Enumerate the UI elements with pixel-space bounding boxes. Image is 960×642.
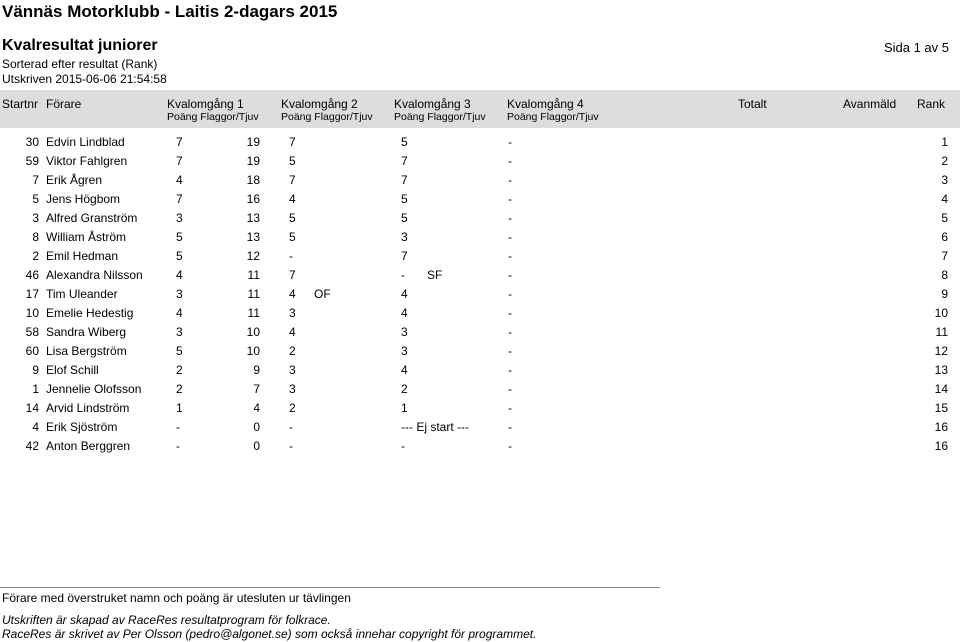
cell-total: 13 [246, 211, 260, 225]
table-row [0, 436, 960, 455]
cell-kval4-points: - [508, 439, 512, 453]
footer-credit-2: RaceRes är skrivet av Per Olsson (pedro@algonet.se) som också innehar copyright för programmet. [2, 627, 537, 641]
cell-rank: 14 [934, 382, 948, 396]
header-kval4-sub: Poäng Flaggor/Tjuv [507, 111, 599, 123]
cell-kval2-points: 5 [289, 154, 296, 168]
cell-total: 12 [246, 249, 260, 263]
printed-timestamp: Utskriven 2015-06-06 21:54:58 [2, 72, 167, 86]
cell-kval3-points: 3 [401, 230, 408, 244]
header-kval3: Kvalomgång 3 [394, 97, 471, 111]
cell-rank: 2 [941, 154, 948, 168]
cell-total: 10 [246, 325, 260, 339]
cell-startnr: 14 [25, 401, 39, 415]
cell-startnr: 7 [32, 173, 39, 187]
cell-kval1-points: 2 [176, 363, 183, 377]
cell-rank: 10 [934, 306, 948, 320]
cell-kval1-points: 2 [176, 382, 183, 396]
cell-total: 16 [246, 192, 260, 206]
cell-kval2-points: 5 [289, 211, 296, 225]
cell-kval4-points: - [508, 344, 512, 358]
cell-startnr: 59 [25, 154, 39, 168]
cell-total: 0 [253, 420, 260, 434]
cell-kval4-points: - [508, 154, 512, 168]
header-kval2-sub: Poäng Flaggor/Tjuv [281, 111, 373, 123]
cell-kval3-points: - [401, 268, 405, 282]
cell-rank: 12 [934, 344, 948, 358]
cell-kval4-points: - [508, 382, 512, 396]
table-row [0, 341, 960, 360]
cell-kval2-points: - [289, 439, 293, 453]
table-row [0, 417, 960, 436]
cell-driver-name: Alfred Granström [46, 211, 138, 225]
cell-kval1-points: 7 [176, 154, 183, 168]
report-subtitle: Kvalresultat juniorer [2, 37, 158, 54]
table-row [0, 170, 960, 189]
cell-kval2-points: 4 [289, 287, 296, 301]
cell-kval1-points: 5 [176, 249, 183, 263]
table-row [0, 246, 960, 265]
cell-startnr: 8 [32, 230, 39, 244]
cell-startnr: 2 [32, 249, 39, 263]
cell-kval1-points: 3 [176, 325, 183, 339]
cell-startnr: 3 [32, 211, 39, 225]
cell-total: 19 [246, 154, 260, 168]
table-row [0, 151, 960, 170]
cell-total: 13 [246, 230, 260, 244]
cell-kval4-points: - [508, 420, 512, 434]
cell-startnr: 42 [25, 439, 39, 453]
cell-driver-name: Viktor Fahlgren [46, 154, 128, 168]
cell-kval4-points: - [508, 268, 512, 282]
cell-kval3-points: 5 [401, 211, 408, 225]
report-title: Vännäs Motorklubb - Laitis 2-dagars 2015 [2, 2, 338, 21]
cell-kval2-flags: OF [314, 287, 331, 301]
cell-kval3-points: 3 [401, 325, 408, 339]
cell-rank: 16 [934, 420, 948, 434]
cell-driver-name: Elof Schill [46, 363, 99, 377]
cell-kval3-points: 5 [401, 135, 408, 149]
table-header [0, 90, 960, 128]
cell-kval4-points: - [508, 401, 512, 415]
cell-driver-name: Tim Uleander [46, 287, 118, 301]
cell-kval3-points: 1 [401, 401, 408, 415]
cell-kval1-points: 5 [176, 230, 183, 244]
cell-total: 0 [253, 439, 260, 453]
sort-info: Sorterad efter resultat (Rank) [2, 57, 158, 71]
cell-rank: 11 [935, 325, 948, 339]
header-kval2: Kvalomgång 2 [281, 97, 358, 111]
cell-kval3-points: --- Ej start --- [401, 420, 469, 434]
cell-kval2-points: 3 [289, 363, 296, 377]
cell-startnr: 5 [32, 192, 39, 206]
cell-total: 19 [246, 135, 260, 149]
cell-total: 10 [246, 344, 260, 358]
header-rank: Rank [917, 97, 946, 111]
cell-kval4-points: - [508, 306, 512, 320]
cell-kval1-points: 7 [176, 192, 183, 206]
cell-kval4-points: - [508, 287, 512, 301]
cell-total: 11 [247, 287, 260, 301]
cell-total: 11 [247, 268, 260, 282]
table-row [0, 360, 960, 379]
cell-kval2-points: - [289, 420, 293, 434]
cell-driver-name: Emelie Hedestig [46, 306, 134, 320]
cell-rank: 13 [934, 363, 948, 377]
table-row [0, 398, 960, 417]
cell-startnr: 9 [32, 363, 39, 377]
cell-kval3-points: 7 [401, 154, 408, 168]
table-row [0, 189, 960, 208]
cell-kval2-points: 3 [289, 306, 296, 320]
table-row [0, 132, 960, 151]
cell-driver-name: Erik Sjöström [46, 420, 118, 434]
cell-driver-name: Emil Hedman [46, 249, 119, 263]
cell-rank: 3 [941, 173, 948, 187]
cell-driver-name: Anton Berggren [46, 439, 131, 453]
cell-kval2-points: 4 [289, 192, 296, 206]
cell-kval1-points: 3 [176, 287, 183, 301]
table-row [0, 303, 960, 322]
cell-kval3-points: 7 [401, 249, 408, 263]
cell-kval2-points: 5 [289, 230, 296, 244]
cell-kval4-points: - [508, 363, 512, 377]
cell-kval1-points: 3 [176, 211, 183, 225]
cell-driver-name: Arvid Lindström [46, 401, 130, 415]
cell-kval4-points: - [508, 135, 512, 149]
cell-kval1-points: - [176, 420, 180, 434]
cell-driver-name: William Åström [46, 230, 126, 244]
footer-divider [0, 587, 660, 588]
cell-driver-name: Sandra Wiberg [46, 325, 127, 339]
cell-kval1-points: 4 [176, 268, 183, 282]
header-kval1: Kvalomgång 1 [167, 97, 244, 111]
cell-kval1-points: 4 [176, 173, 183, 187]
cell-startnr: 1 [32, 382, 39, 396]
cell-kval3-flags: SF [427, 268, 443, 282]
cell-kval1-points: 4 [176, 306, 183, 320]
cell-startnr: 4 [32, 420, 39, 434]
cell-kval4-points: - [508, 249, 512, 263]
cell-kval3-points: 4 [401, 363, 408, 377]
cell-driver-name: Jennelie Olofsson [46, 382, 142, 396]
header-totalt: Totalt [738, 97, 767, 111]
cell-kval4-points: - [508, 325, 512, 339]
cell-kval2-points: 2 [289, 344, 296, 358]
page-indicator: Sida 1 av 5 [883, 40, 949, 55]
cell-startnr: 30 [25, 135, 39, 149]
cell-total: 4 [253, 401, 260, 415]
header-kval1-sub: Poäng Flaggor/Tjuv [167, 111, 259, 123]
cell-driver-name: Jens Högbom [46, 192, 121, 206]
footnote: Förare med överstruket namn och poäng är utesluten ur tävlingen [2, 591, 351, 605]
table-row [0, 265, 960, 284]
cell-kval3-points: 4 [401, 287, 408, 301]
cell-driver-name: Edvin Lindblad [46, 135, 125, 149]
cell-startnr: 58 [25, 325, 39, 339]
cell-total: 11 [247, 306, 260, 320]
cell-kval2-points: 2 [289, 401, 296, 415]
footer-credit-1: Utskriften är skapad av RaceRes resultatprogram för folkrace. [2, 613, 331, 627]
cell-startnr: 60 [25, 344, 39, 358]
table-row [0, 322, 960, 341]
cell-total: 18 [246, 173, 260, 187]
cell-rank: 4 [941, 192, 948, 206]
cell-startnr: 10 [25, 306, 39, 320]
cell-startnr: 46 [25, 268, 39, 282]
header-avanmald: Avanmäld [843, 97, 897, 111]
cell-total: 9 [253, 363, 260, 377]
cell-startnr: 17 [25, 287, 39, 301]
cell-kval3-points: - [401, 439, 405, 453]
cell-kval2-points: - [289, 249, 293, 263]
cell-kval4-points: - [508, 192, 512, 206]
header-forare: Förare [46, 97, 82, 111]
cell-kval4-points: - [508, 173, 512, 187]
cell-kval3-points: 5 [401, 192, 408, 206]
table-row [0, 284, 960, 303]
table-row [0, 379, 960, 398]
table-row [0, 227, 960, 246]
cell-kval1-points: 7 [176, 135, 183, 149]
cell-kval4-points: - [508, 211, 512, 225]
cell-kval1-points: - [176, 439, 180, 453]
cell-kval3-points: 2 [401, 382, 408, 396]
cell-kval1-points: 1 [176, 401, 183, 415]
cell-kval2-points: 4 [289, 325, 296, 339]
cell-kval3-points: 4 [401, 306, 408, 320]
header-kval3-sub: Poäng Flaggor/Tjuv [394, 111, 486, 123]
cell-rank: 1 [941, 135, 948, 149]
cell-rank: 15 [934, 401, 948, 415]
cell-kval2-points: 7 [289, 135, 296, 149]
cell-kval4-points: - [508, 230, 512, 244]
cell-rank: 9 [941, 287, 948, 301]
cell-driver-name: Erik Ågren [46, 173, 103, 187]
cell-kval3-points: 3 [401, 344, 408, 358]
cell-kval2-points: 7 [289, 268, 296, 282]
cell-rank: 8 [941, 268, 948, 282]
cell-kval3-points: 7 [401, 173, 408, 187]
cell-rank: 5 [941, 211, 948, 225]
cell-kval2-points: 7 [289, 173, 296, 187]
cell-rank: 7 [941, 249, 948, 263]
header-kval4: Kvalomgång 4 [507, 97, 584, 111]
cell-kval1-points: 5 [176, 344, 183, 358]
cell-rank: 6 [941, 230, 948, 244]
cell-driver-name: Lisa Bergström [46, 344, 127, 358]
cell-kval2-points: 3 [289, 382, 296, 396]
cell-driver-name: Alexandra Nilsson [46, 268, 143, 282]
cell-rank: 16 [934, 439, 948, 453]
table-row [0, 208, 960, 227]
cell-total: 7 [253, 382, 260, 396]
header-startnr: Startnr [2, 97, 39, 111]
